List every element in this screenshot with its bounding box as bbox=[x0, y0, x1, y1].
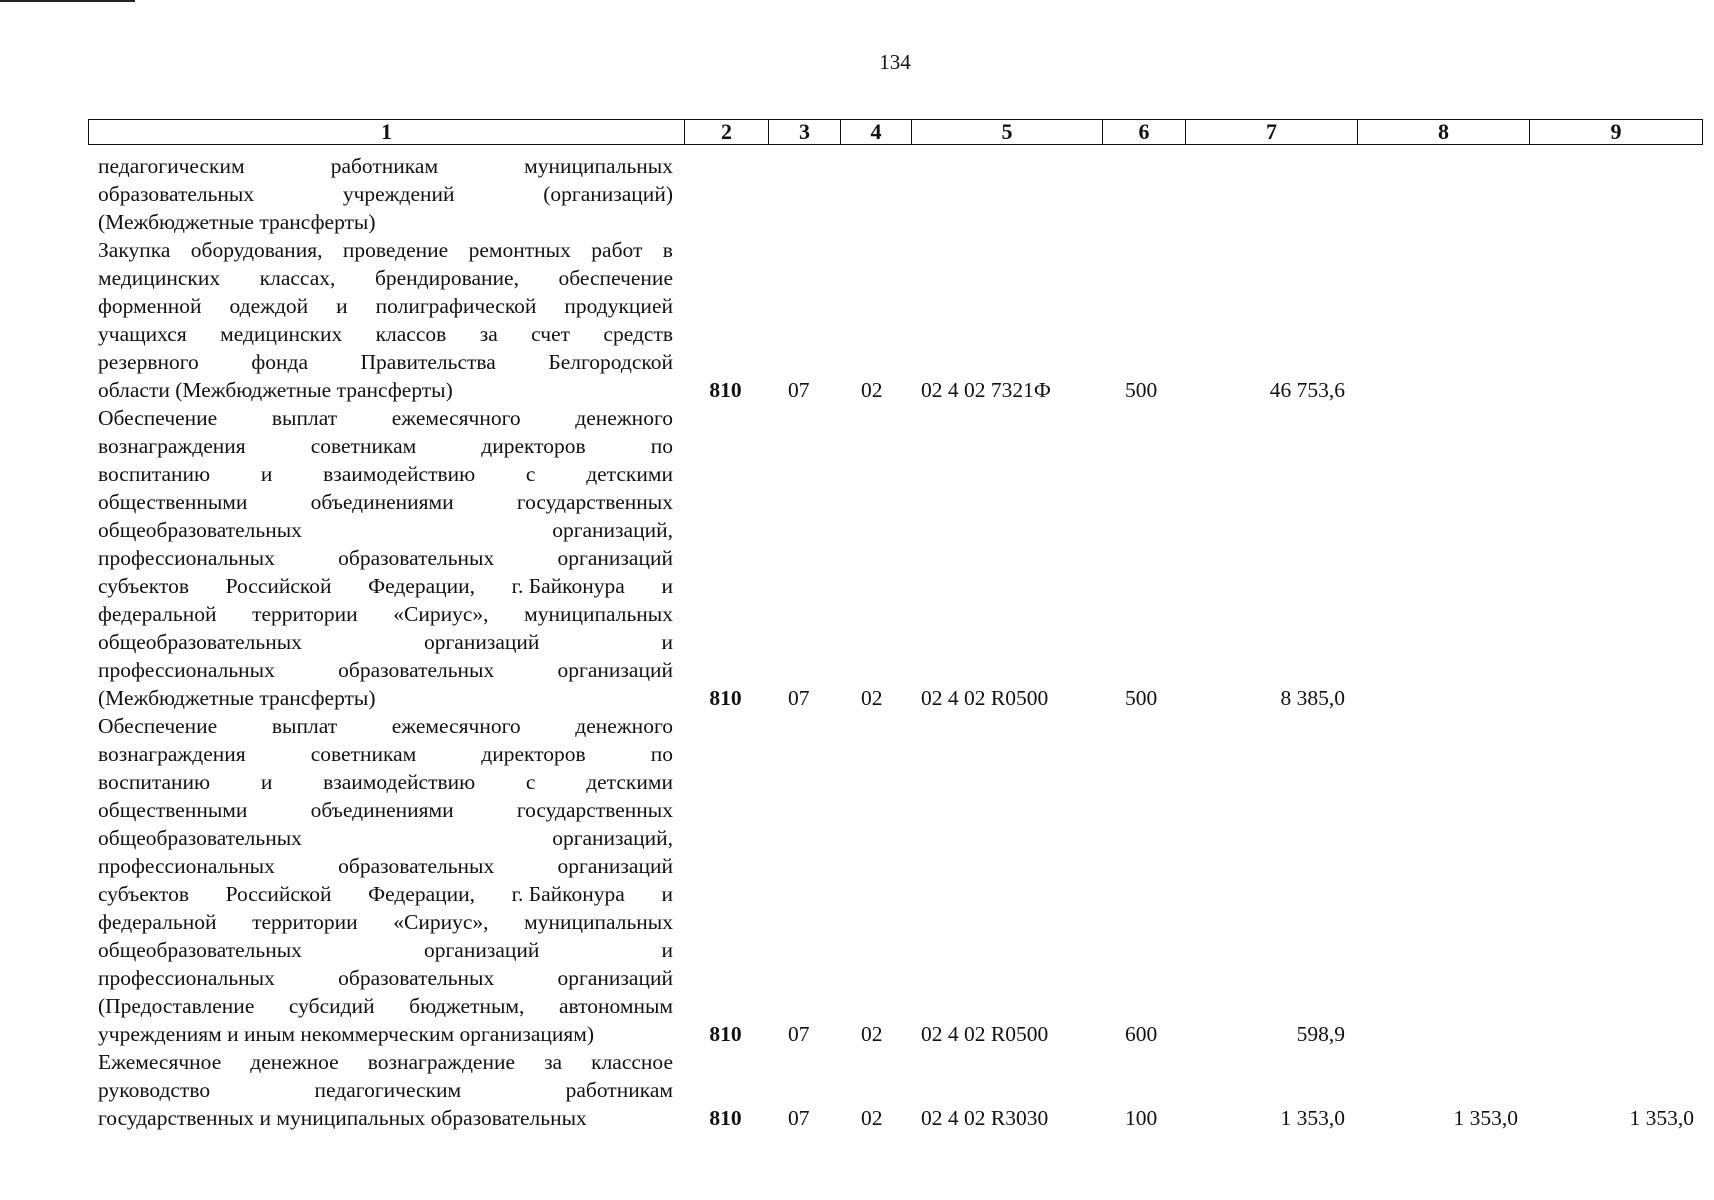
description-line bbox=[98, 264, 673, 292]
description-word: работникам bbox=[330, 154, 439, 178]
description-word: муниципальных bbox=[524, 910, 673, 934]
description-word: взаимодействию bbox=[323, 462, 476, 486]
description-word: Закупка bbox=[98, 238, 171, 262]
description-word: счет bbox=[531, 322, 571, 346]
budget-table-body bbox=[0, 152, 1714, 1132]
section-code: 07 bbox=[788, 378, 810, 402]
table-row bbox=[0, 236, 1714, 404]
description-word: организаций bbox=[557, 966, 673, 990]
ministry-code: 810 bbox=[709, 1106, 742, 1130]
description-word: и bbox=[336, 294, 348, 318]
column-header: 1 bbox=[89, 120, 685, 145]
section-code: 07 bbox=[788, 1106, 810, 1130]
description-word: медицинских bbox=[98, 266, 221, 290]
description-line: области (Межбюджетные трансферты) bbox=[98, 378, 453, 402]
description-line bbox=[98, 712, 673, 740]
amount-col-9: 1 353,0 bbox=[1629, 1106, 1694, 1130]
column-header: 6 bbox=[1103, 120, 1186, 145]
description-line: учреждениям и иным некоммерческим организациям) bbox=[98, 1022, 595, 1046]
description-line bbox=[98, 180, 673, 208]
description-word: организаций bbox=[557, 658, 673, 682]
column-header: 2 bbox=[685, 120, 769, 145]
description-word: за bbox=[544, 1050, 563, 1074]
description-line bbox=[98, 320, 673, 348]
description-line bbox=[98, 992, 673, 1020]
description-line bbox=[98, 908, 673, 936]
description-line bbox=[98, 936, 673, 964]
column-header: 3 bbox=[769, 120, 841, 145]
description-word: профессиональных bbox=[98, 854, 275, 878]
description-word: ежемесячного bbox=[391, 714, 521, 738]
description-word: г. Байконура bbox=[511, 574, 625, 598]
description-word: «Сириус», bbox=[393, 910, 489, 934]
description-word: объединениями bbox=[310, 490, 454, 514]
description-word: продукцией bbox=[564, 294, 673, 318]
description-word: обеспечение bbox=[558, 266, 673, 290]
description-word: и bbox=[661, 630, 673, 654]
description-word: педагогическим bbox=[314, 1078, 462, 1102]
expense-type-code: 500 bbox=[1125, 378, 1158, 402]
description-word: г. Байконура bbox=[511, 882, 625, 906]
description-line: (Межбюджетные трансферты) bbox=[98, 686, 376, 710]
description-line bbox=[98, 460, 673, 488]
description-word: советникам bbox=[310, 742, 417, 766]
description-line bbox=[98, 740, 673, 768]
description-word: и bbox=[661, 574, 673, 598]
section-code: 07 bbox=[788, 1022, 810, 1046]
subsection-code: 02 bbox=[861, 1106, 883, 1130]
ministry-code: 810 bbox=[709, 1022, 742, 1046]
description-line bbox=[98, 432, 673, 460]
description-word: (Предоставление bbox=[98, 994, 255, 1018]
description-word: организаций bbox=[423, 630, 540, 654]
description-word: за bbox=[479, 322, 498, 346]
description-word: денежного bbox=[575, 714, 673, 738]
column-header: 8 bbox=[1358, 120, 1530, 145]
description-word: общеобразовательных bbox=[98, 518, 302, 542]
description-line bbox=[98, 824, 673, 852]
description-word: федеральной bbox=[98, 602, 217, 626]
description-word: образовательных bbox=[338, 546, 495, 570]
amount-col-7: 46 753,6 bbox=[1269, 378, 1345, 402]
description-word: денежное bbox=[250, 1050, 339, 1074]
row-values bbox=[0, 1020, 1714, 1048]
row-description bbox=[98, 404, 673, 712]
description-word: фонда bbox=[251, 350, 308, 374]
description-line bbox=[98, 964, 673, 992]
description-word: учреждений bbox=[342, 182, 455, 206]
description-word: в bbox=[662, 238, 673, 262]
description-word: организаций bbox=[423, 938, 540, 962]
description-line bbox=[98, 1076, 673, 1104]
subsection-code: 02 bbox=[861, 378, 883, 402]
amount-col-7: 8 385,0 bbox=[1280, 686, 1345, 710]
description-word: вознаграждения bbox=[98, 434, 246, 458]
description-word: образовательных bbox=[98, 182, 255, 206]
table-row bbox=[0, 1048, 1714, 1132]
description-word: образовательных bbox=[338, 658, 495, 682]
description-word: одеждой bbox=[229, 294, 309, 318]
row-values bbox=[0, 376, 1714, 404]
description-word: воспитанию bbox=[98, 462, 211, 486]
description-line bbox=[98, 292, 673, 320]
description-word: работ bbox=[591, 238, 643, 262]
description-line bbox=[98, 488, 673, 516]
description-line bbox=[98, 656, 673, 684]
description-word: и bbox=[260, 770, 273, 794]
description-word: общественными bbox=[98, 798, 248, 822]
description-line bbox=[98, 544, 673, 572]
description-word: организаций bbox=[557, 854, 673, 878]
description-word: Федерации, bbox=[368, 882, 476, 906]
description-word: выплат bbox=[271, 714, 338, 738]
description-word: ежемесячного bbox=[391, 406, 521, 430]
description-word: взаимодействию bbox=[323, 770, 476, 794]
description-word: и bbox=[260, 462, 273, 486]
description-word: директоров bbox=[481, 742, 586, 766]
expense-type-code: 100 bbox=[1125, 1106, 1158, 1130]
column-header: 4 bbox=[841, 120, 912, 145]
description-line bbox=[98, 516, 673, 544]
description-word: профессиональных bbox=[98, 658, 275, 682]
description-word: государственных bbox=[516, 490, 673, 514]
description-line bbox=[98, 600, 673, 628]
description-word: полиграфической bbox=[375, 294, 537, 318]
description-word: Белгородской bbox=[548, 350, 673, 374]
description-word: общеобразовательных bbox=[98, 630, 302, 654]
description-word: резервного bbox=[98, 350, 199, 374]
description-line bbox=[98, 852, 673, 880]
column-header: 5 bbox=[912, 120, 1103, 145]
target-article-code: 02 4 02 7321Ф bbox=[921, 378, 1051, 402]
description-word: организаций, bbox=[552, 826, 673, 850]
description-word: форменной bbox=[98, 294, 202, 318]
column-header-row bbox=[89, 120, 1703, 145]
description-word: субъектов bbox=[98, 882, 189, 906]
description-word: вознаграждения bbox=[98, 742, 246, 766]
description-word: общественными bbox=[98, 490, 248, 514]
ministry-code: 810 bbox=[709, 686, 742, 710]
description-word: Ежемесячное bbox=[98, 1050, 222, 1074]
description-word: Обеспечение bbox=[98, 406, 218, 430]
description-word: общеобразовательных bbox=[98, 826, 302, 850]
target-article-code: 02 4 02 R0500 bbox=[921, 1022, 1049, 1046]
description-line bbox=[98, 404, 673, 432]
description-line: (Межбюджетные трансферты) bbox=[98, 210, 376, 234]
amount-col-7: 1 353,0 bbox=[1280, 1106, 1345, 1130]
description-line bbox=[98, 1048, 673, 1076]
description-word: средств bbox=[603, 322, 673, 346]
description-word: профессиональных bbox=[98, 966, 275, 990]
description-word: организаций bbox=[557, 546, 673, 570]
description-word: Федерации, bbox=[368, 574, 476, 598]
description-word: образовательных bbox=[338, 966, 495, 990]
expense-type-code: 500 bbox=[1125, 686, 1158, 710]
description-word: «Сириус», bbox=[393, 602, 489, 626]
table-row bbox=[0, 712, 1714, 1048]
description-word: Правительства bbox=[360, 350, 496, 374]
description-word: муниципальных bbox=[524, 602, 673, 626]
description-word: государственных bbox=[516, 798, 673, 822]
description-line bbox=[98, 152, 673, 180]
expense-type-code: 600 bbox=[1125, 1022, 1158, 1046]
description-word: проведение bbox=[342, 238, 449, 262]
description-word: и bbox=[661, 882, 673, 906]
row-description bbox=[98, 712, 673, 1048]
description-word: субъектов bbox=[98, 574, 189, 598]
description-word: и bbox=[661, 938, 673, 962]
description-word: советникам bbox=[310, 434, 417, 458]
description-word: профессиональных bbox=[98, 546, 275, 570]
ministry-code: 810 bbox=[709, 378, 742, 402]
description-word: организаций, bbox=[552, 518, 673, 542]
description-word: ремонтных bbox=[468, 238, 571, 262]
description-word: территории bbox=[252, 602, 358, 626]
description-line bbox=[98, 236, 673, 264]
description-word: классах, bbox=[259, 266, 336, 290]
description-line bbox=[98, 628, 673, 656]
table-row bbox=[0, 152, 1714, 236]
description-line bbox=[98, 796, 673, 824]
description-word: автономным bbox=[558, 994, 673, 1018]
description-word: денежного bbox=[575, 406, 673, 430]
column-header: 9 bbox=[1530, 120, 1703, 145]
description-word: медицинских bbox=[220, 322, 343, 346]
description-word: учащихся bbox=[98, 322, 187, 346]
scan-artifact bbox=[0, 0, 135, 2]
description-word: детскими bbox=[586, 770, 673, 794]
description-word: детскими bbox=[586, 462, 673, 486]
description-word: федеральной bbox=[98, 910, 217, 934]
description-word: территории bbox=[252, 910, 358, 934]
description-word: муниципальных bbox=[524, 154, 673, 178]
subsection-code: 02 bbox=[861, 686, 883, 710]
amount-col-7: 598,9 bbox=[1296, 1022, 1345, 1046]
description-line bbox=[98, 768, 673, 796]
description-word: руководство bbox=[98, 1078, 211, 1102]
description-word: директоров bbox=[481, 434, 586, 458]
description-word: объединениями bbox=[310, 798, 454, 822]
description-word: Российской bbox=[225, 882, 332, 906]
description-word: классов bbox=[375, 322, 447, 346]
description-word: общеобразовательных bbox=[98, 938, 302, 962]
description-word: брендирование, bbox=[374, 266, 519, 290]
description-word: оборудования, bbox=[190, 238, 323, 262]
description-word: работникам bbox=[565, 1078, 673, 1102]
description-word: субсидий bbox=[288, 994, 375, 1018]
section-code: 07 bbox=[788, 686, 810, 710]
description-word: бюджетным, bbox=[409, 994, 525, 1018]
description-word: с bbox=[525, 462, 536, 486]
table-row bbox=[0, 404, 1714, 712]
subsection-code: 02 bbox=[861, 1022, 883, 1046]
description-word: (организаций) bbox=[543, 182, 673, 206]
description-word: педагогическим bbox=[98, 154, 245, 178]
page-number: 134 bbox=[879, 50, 911, 74]
row-description bbox=[98, 152, 673, 236]
description-word: воспитанию bbox=[98, 770, 211, 794]
description-word: выплат bbox=[271, 406, 338, 430]
description-line bbox=[98, 572, 673, 600]
row-values bbox=[0, 684, 1714, 712]
description-word: образовательных bbox=[338, 854, 495, 878]
description-word: по bbox=[650, 742, 673, 766]
target-article-code: 02 4 02 R3030 bbox=[921, 1106, 1049, 1130]
description-line: государственных и муниципальных образовательных bbox=[98, 1106, 587, 1130]
description-word: по bbox=[650, 434, 673, 458]
description-word: с bbox=[525, 770, 536, 794]
amount-col-8: 1 353,0 bbox=[1453, 1106, 1518, 1130]
target-article-code: 02 4 02 R0500 bbox=[921, 686, 1049, 710]
description-word: Российской bbox=[225, 574, 332, 598]
description-word: классное bbox=[591, 1050, 673, 1074]
description-word: вознаграждение bbox=[367, 1050, 516, 1074]
description-line bbox=[98, 348, 673, 376]
description-line bbox=[98, 880, 673, 908]
description-word: Обеспечение bbox=[98, 714, 218, 738]
column-header-table bbox=[88, 119, 1703, 145]
row-values bbox=[0, 1104, 1714, 1132]
column-header: 7 bbox=[1186, 120, 1358, 145]
